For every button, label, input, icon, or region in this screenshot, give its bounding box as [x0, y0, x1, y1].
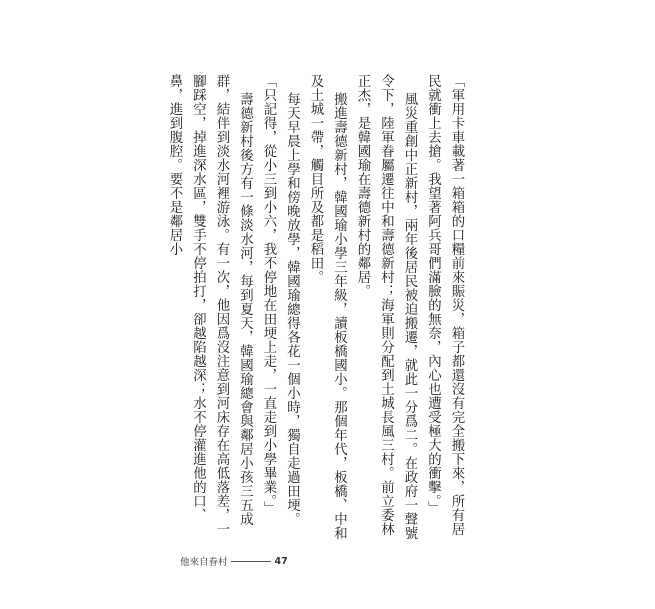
paragraph-shoude-village: 搬進壽德新村，韓國瑜小學三年級，讀板橋國小。那個年代，板橋、中和及土城一帶，觸目所及都是稻田。 — [308, 74, 347, 541]
paragraph-quote-relief: 「軍用卡車載著一箱箱的口糧前來賑災，箱子都還沒有完全搬下來，所有居民就衝上去搶。我望著阿兵哥們滿臉的無奈，內心也遭受極大的衝擊。」 — [425, 74, 464, 536]
paragraph-typhoon-relocation: 風災重創中正新村，兩年後居民被迫搬遷，就此一分爲二。在政府一聲號令下，陸軍眷屬遷往中和壽德新村；海軍則分配到土城長風三村。前立委林正杰，是韓國瑜在壽德新村的鄰居。 — [355, 74, 417, 541]
page-number: 47 — [274, 555, 288, 567]
paragraph-tamsui-river: 壽德新村後方有一條淡水河，每到夏天，韓國瑜總會與鄰居小孩三五成群，結伴到淡水河裡游泳。有一次，他因爲沒注意到河床存在高低落差，一腳踩空，掉進深水區，雙手不停拍打，卻越陷越深；水不停灌進他的口、鼻，進到腹腔。要不是鄰居小 — [167, 74, 253, 536]
page-footer — [180, 554, 288, 568]
vertical-text-body — [167, 74, 478, 544]
footer-divider — [231, 561, 271, 562]
running-title: 他來自眷村 — [180, 557, 228, 568]
paragraph-walking-to-school: 每天早晨上學和傍晚放學，韓國瑜總得各花一個小時，獨自走過田埂。「只記得，從小三到小六，我不停地在田埂上走，一直走到小學畢業。」 — [261, 74, 300, 527]
